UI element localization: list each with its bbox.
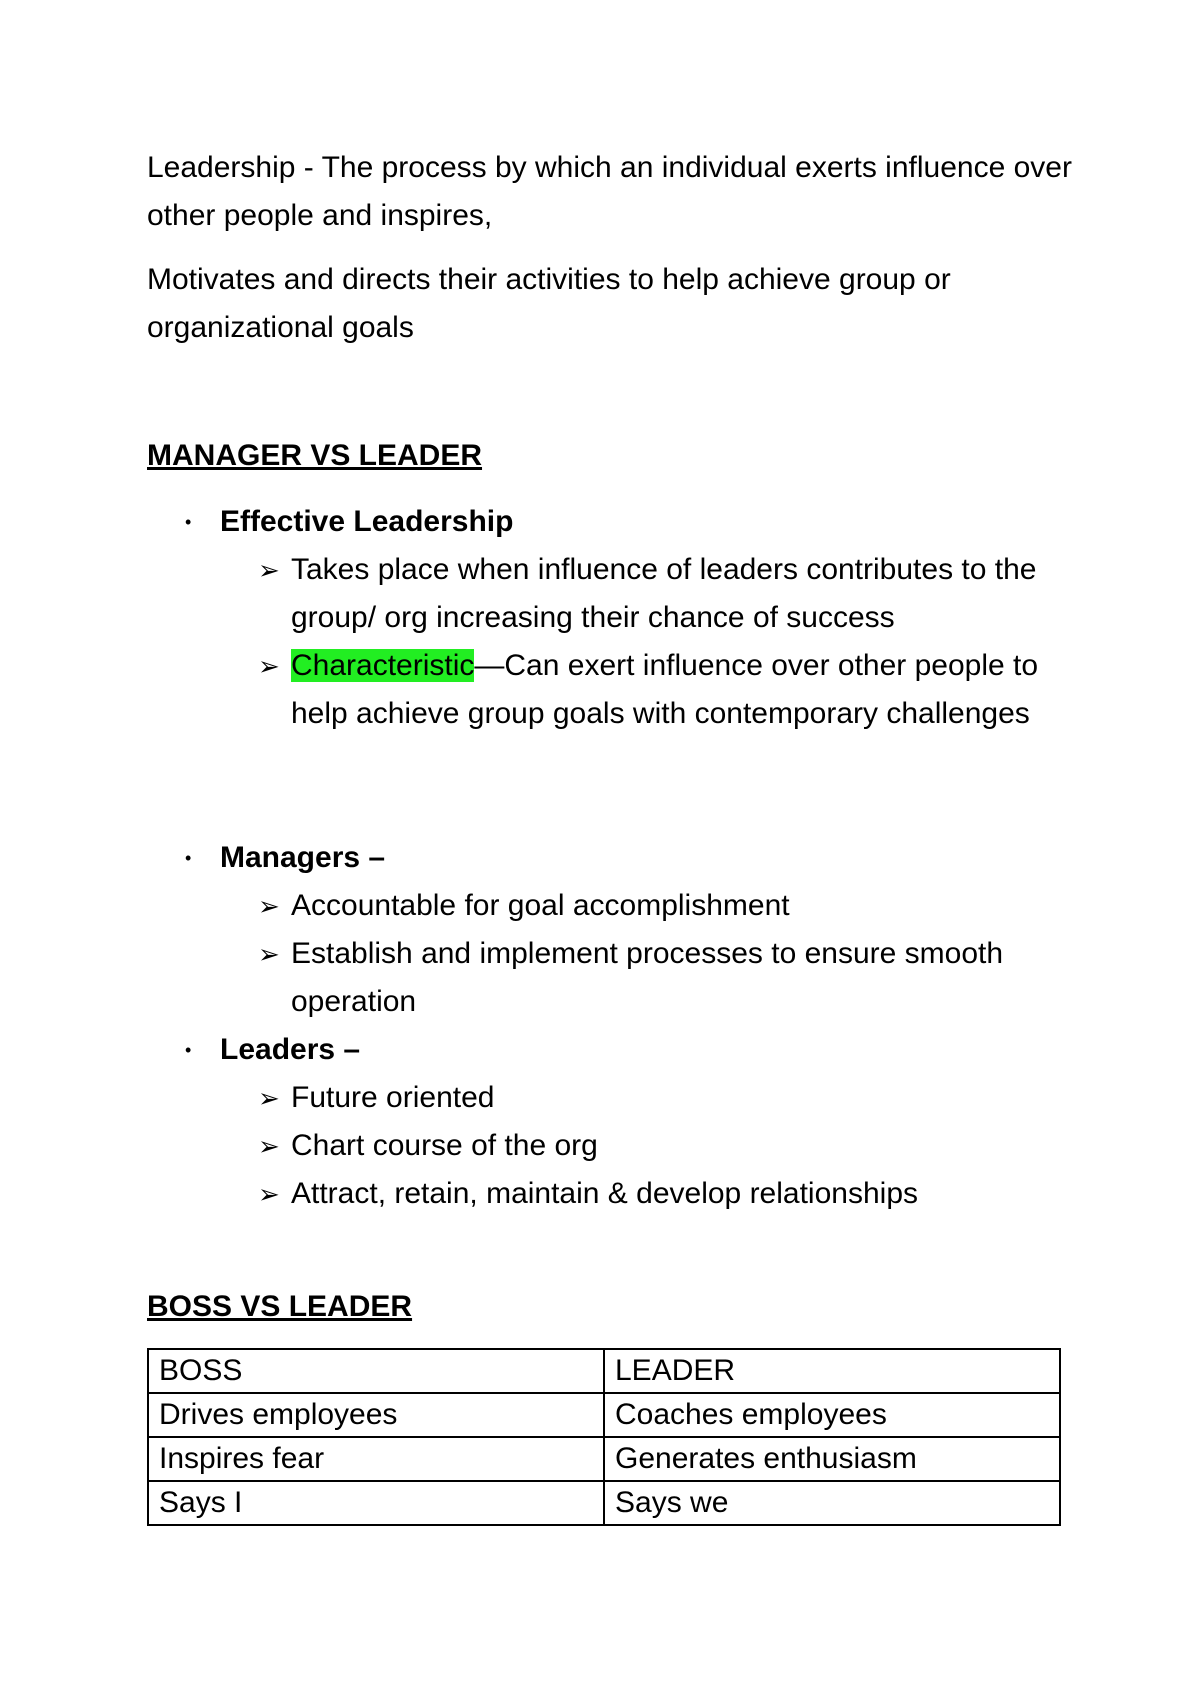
highlighted-term: Characteristic: [291, 649, 475, 682]
arrow-bullet-icon: ➢: [258, 651, 280, 681]
boss-vs-leader-heading: BOSS VS LEADER: [147, 1290, 413, 1323]
sub-item-text: [291, 642, 1078, 738]
table-cell: BOSS: [148, 1349, 604, 1393]
bullet-dot-icon: •: [185, 848, 192, 868]
table-cell: Drives employees: [148, 1393, 604, 1437]
sub-item-characteristic: [258, 642, 1078, 738]
sub-item-text: Takes place when influence of leaders contributes to the group/ org increasing their chance of success: [291, 553, 1037, 634]
sub-item: [258, 1170, 1078, 1218]
table-row: [148, 1349, 1060, 1393]
sub-item-text: Establish and implement processes to ensure smooth operation: [291, 937, 1004, 1018]
arrow-bullet-icon: ➢: [258, 939, 280, 969]
boss-vs-leader-table: [147, 1348, 1061, 1526]
intro-paragraph-1: Leadership - The process by which an individual exerts influence over other people and inspires,: [147, 151, 1072, 232]
table-cell: Generates enthusiasm: [604, 1437, 1060, 1481]
table-cell: Says I: [148, 1481, 604, 1525]
arrow-bullet-icon: ➢: [258, 1179, 280, 1209]
sub-item-text: Chart course of the org: [291, 1129, 598, 1162]
sub-item: [258, 546, 1078, 642]
arrow-bullet-icon: ➢: [258, 891, 280, 921]
bullet-label: Managers –: [220, 841, 386, 874]
table-row: [148, 1481, 1060, 1525]
sub-item: [258, 882, 1078, 930]
sub-item: [258, 930, 1078, 1026]
table-row: [148, 1393, 1060, 1437]
table-cell: Inspires fear: [148, 1437, 604, 1481]
bullet-dot-icon: •: [185, 512, 192, 532]
bullet-label: Effective Leadership: [220, 505, 514, 538]
table-cell: Coaches employees: [604, 1393, 1060, 1437]
sub-item-text: Attract, retain, maintain & develop relationships: [291, 1177, 918, 1210]
sub-item: [258, 1074, 1078, 1122]
table-cell: LEADER: [604, 1349, 1060, 1393]
table-row: [148, 1437, 1060, 1481]
bullet-label: Leaders –: [220, 1033, 361, 1066]
arrow-bullet-icon: ➢: [258, 1131, 280, 1161]
intro-paragraph-2: Motivates and directs their activities to help achieve group or organizational goals: [147, 263, 951, 344]
sub-item-text: Future oriented: [291, 1081, 495, 1114]
arrow-bullet-icon: ➢: [258, 1083, 280, 1113]
bullet-dot-icon: •: [185, 1040, 192, 1060]
sub-item: [258, 1122, 1078, 1170]
sub-item-text: Accountable for goal accomplishment: [291, 889, 790, 922]
manager-vs-leader-heading: MANAGER VS LEADER: [147, 439, 483, 472]
table-cell: Says we: [604, 1481, 1060, 1525]
arrow-bullet-icon: ➢: [258, 555, 280, 585]
characteristic-description: —Can exert influence over other people to help achieve group goals with contemporary challenges: [291, 649, 1039, 730]
